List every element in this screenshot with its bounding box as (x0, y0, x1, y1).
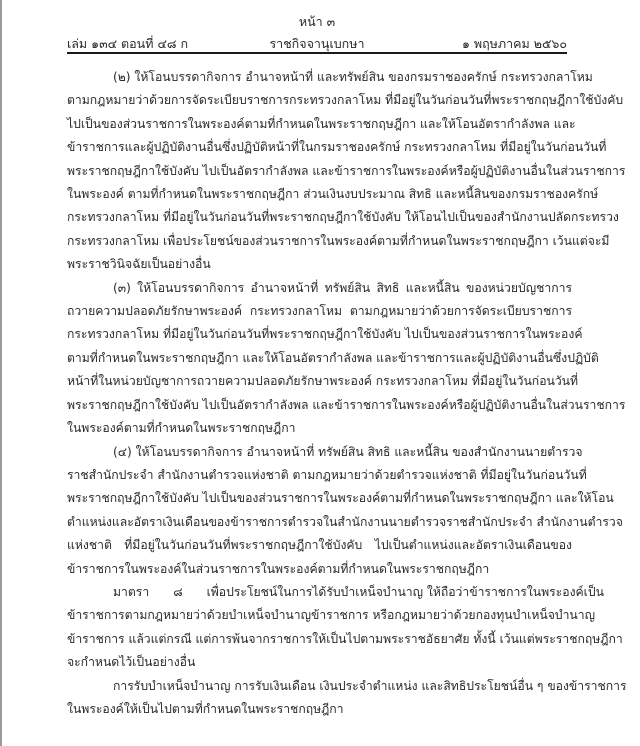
text-line: ข้าราชการและผู้ปฏิบัติงานอื่นซึ่งปฏิบัติหน้าที่ในกรมราชองครักษ์ กระทรวงกลาโหม ที่มีอยู่ในวันก่อนวันที่ (67, 140, 607, 155)
paragraph-pension (67, 675, 627, 722)
text-line: พระราชกฤษฎีกาใช้บังคับ ไปเป็นอัตรากำลังพล และข้าราชการในพระองค์หรือผู้ปฏิบัติงานอื่นในส่วนราชการ (67, 163, 626, 178)
text-line: (๓) ให้โอนบรรดากิจการ อำนาจหน้าที่ ทรัพย์สิน สิทธิ และหนี้สิน ของหน่วยบัญชาการ (113, 280, 572, 295)
publication-date: ๑ พฤษภาคม ๒๕๖๐ (461, 36, 567, 51)
text-line: (๔) ให้โอนบรรดากิจการ อำนาจหน้าที่ ทรัพย์สิน สิทธิ และหนี้สิน ของสำนักงานนายตำรวจ (113, 444, 583, 459)
text-line: ข้าราชการตามกฎหมายว่าด้วยบำเหน็จบำนาญข้าราชการ หรือกฎหมายว่าด้วยกองทุนบำเหน็จบำนาญ (67, 608, 595, 623)
text-line: การรับบำเหน็จบำนาญ การรับเงินเดือน เงินประจำตำแหน่ง และสิทธิประโยชน์อื่น ๆ ของข้าราชการ (113, 678, 627, 693)
text-line: กระทรวงกลาโหม ที่มีอยู่ในวันก่อนวันที่พระราชกฤษฎีกาใช้บังคับ ไปเป็นของส่วนราชการในพระองค์ (67, 327, 583, 342)
text-line: พระราชกฤษฎีกาใช้บังคับ ไปเป็นอัตรากำลังพล และข้าราชการในพระองค์หรือผู้ปฏิบัติงานอื่นในส่วนราชการ (67, 397, 626, 412)
text-line: จะกำหนดไว้เป็นอย่างอื่น (67, 655, 196, 670)
text-line: หน้าที่ในหน่วยบัญชาการถวายความปลอดภัยรักษาพระองค์ กระทรวงกลาโหม ที่มีอยู่ในวันก่อนวันที่ (67, 374, 579, 389)
section-label: มาตรา (113, 584, 150, 599)
page-left-border (0, 0, 2, 746)
publication-title: ราชกิจจานุเบกษา (269, 36, 365, 51)
gazette-header (67, 14, 567, 56)
text-line: ในพระองค์ตามที่กำหนดในพระราชกฤษฎีกา (67, 421, 296, 436)
header-row (67, 35, 567, 53)
section-number: ๘ (173, 584, 183, 599)
text-line: ราชสำนักประจำ สำนักงานตำรวจแห่งชาติ ตามกฎหมายว่าด้วยตำรวจแห่งชาติ ที่มีอยู่ในวันก่อนวันที่ (67, 467, 587, 482)
text-line: ข้าราชการ แล้วแต่กรณี แต่การพ้นจากราชการให้เป็นไปตามพระราชอัธยาศัย ทั้งนี้ เว้นแต่พระราชกฤษฎีกา (67, 631, 623, 646)
text-line: ตามที่กำหนดในพระราชกฤษฎีกา และให้โอนอัตรากำลังพล และข้าราชการและผู้ปฏิบัติงานอื่นซึ่งปฏิบัติ (67, 350, 599, 365)
paragraph-item-4 (67, 441, 623, 581)
text-line: กระทรวงกลาโหม เพื่อประโยชน์ของส่วนราชการในพระองค์ตามที่กำหนดในพระราชกฤษฎีกา เว้นแต่จะมี (67, 233, 610, 248)
section-8-heading-line (67, 581, 604, 604)
text-line: ไปเป็นของส่วนราชการในพระองค์ตามที่กำหนดในพระราชกฤษฎีกา และให้โอนอัตรากำลังพล และ (67, 116, 576, 131)
text-line: ถวายความปลอดภัยรักษาพระองค์ กระทรวงกลาโหม ตามกฎหมายว่าด้วยการจัดระเบียบราชการ (67, 304, 572, 319)
header-divider (67, 52, 567, 54)
text-line: ข้าราชการในพระองค์ในส่วนราชการในพระองค์ตามที่กำหนดในพระราชกฤษฎีกา (67, 561, 490, 576)
text-line: พระราชกฤษฎีกาใช้บังคับ ไปเป็นของส่วนราชการในพระองค์ตามที่กำหนดในพระราชกฤษฎีกา และให้โอน (67, 491, 614, 506)
text-line: กระทรวงกลาโหม ที่มีอยู่ในวันก่อนวันที่พระราชกฤษฎีกาใช้บังคับ ให้โอนไปเป็นของสำนักงานปลัดกระทรวง (67, 210, 619, 225)
text-line: ในพระองค์ให้เป็นไปตามที่กำหนดในพระราชกฤษฎีกา (67, 701, 344, 716)
section-8 (67, 581, 623, 675)
text-line: (๒) ให้โอนบรรดากิจการ อำนาจหน้าที่ และทรัพย์สิน ของกรมราชองครักษ์ กระทรวงกลาโหม (113, 70, 593, 84)
page-number: หน้า ๓ (298, 14, 336, 29)
text-line: ตำแหน่งและอัตราเงินเดือนของข้าราชการตำรวจในสำนักงานนายตำรวจราชสำนักประจำ สำนักงานตำรวจ (67, 514, 623, 529)
paragraph-item-2 (67, 66, 626, 277)
volume-issue: เล่ม ๑๓๔ ตอนที่ ๔๘ ก (67, 36, 189, 51)
text-line: แห่งชาติ ที่มีอยู่ในวันก่อนวันที่พระราชกฤษฎีกาใช้บังคับ ไปเป็นตำแหน่งและอัตราเงินเดือนของ (67, 538, 572, 553)
text-line: พระราชวินิจฉัยเป็นอย่างอื่น (67, 257, 211, 272)
paragraph-item-3 (67, 277, 626, 441)
document-body (67, 66, 627, 721)
text-line: เพื่อประโยชน์ในการได้รับบำเหน็จบำนาญ ให้ถือว่าข้าราชการในพระองค์เป็น (206, 584, 604, 599)
text-line: ในพระองค์ ตามที่กำหนดในพระราชกฤษฎีกา ส่วนเงินงบประมาณ สิทธิ และหนี้สินของกรมราชองครักษ์ (67, 187, 599, 202)
text-line: ตามกฎหมายว่าด้วยการจัดระเบียบราชการกระทรวงกลาโหม ที่มีอยู่ในวันก่อนวันที่พระราชกฤษฎีกาใช้บังคับ (67, 93, 624, 108)
